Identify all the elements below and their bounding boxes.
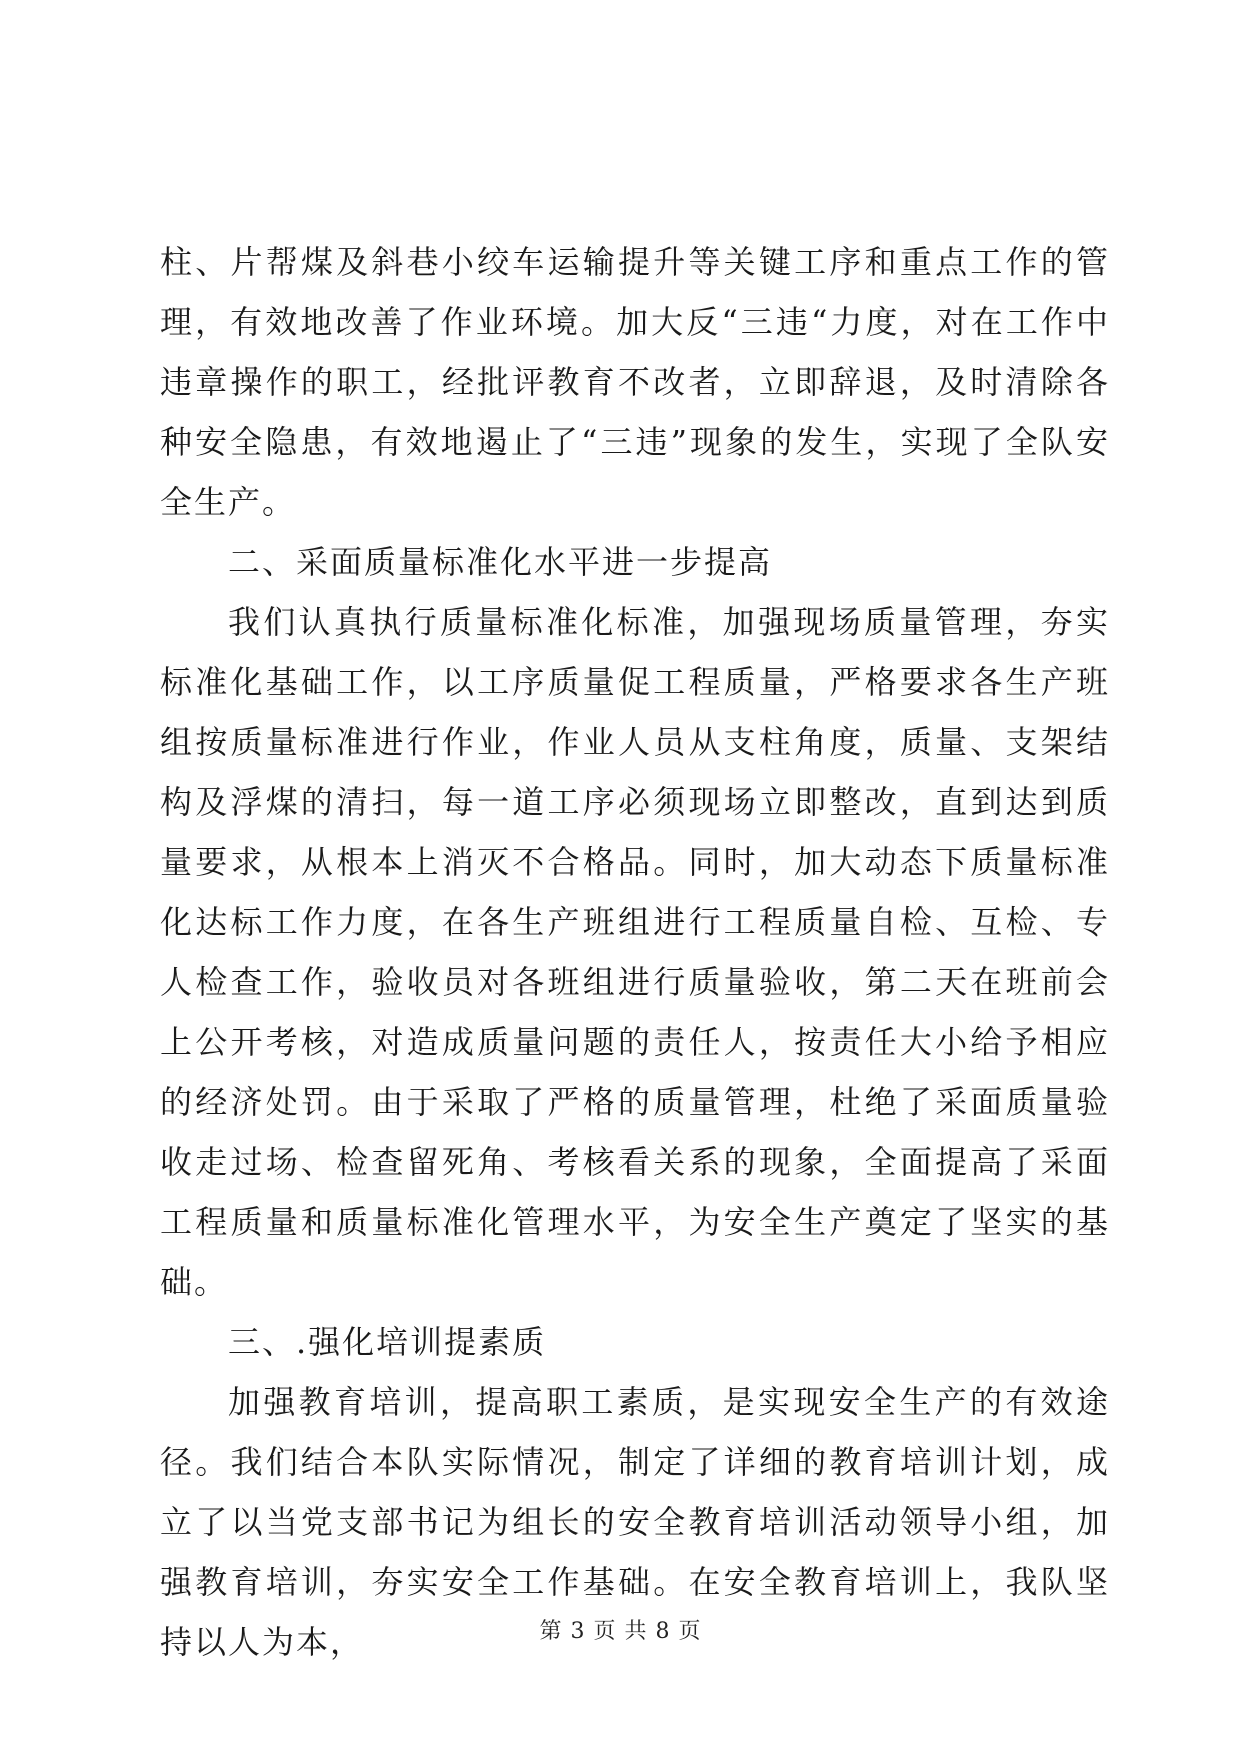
paragraph-training: 加强教育培训，提高职工素质，是实现安全生产的有效途径。我们结合本队实际情况，制定了详细的教育培训计划，成立了以当党支部书记为组长的安全教育培训活动领导小组，加强教育培训，夯实安全工作基础。在安全教育培训上，我队坚持以人为本， xyxy=(160,1383,1110,1661)
paragraph-quality-standardization: 我们认真执行质量标准化标准，加强现场质量管理，夯实标准化基础工作，以工序质量促工程质量，严格要求各生产班组按质量标准进行作业，作业人员从支柱角度，质量、支架结构及浮煤的清扫，每一道工序必须现场立即整改，直到达到质量要求，从根本上消灭不合格品。同时，加大动态下质量标准化达标工作力度，在各生产班组进行工程质量自检、互检、专人检查工作，验收员对各班组进行质量验收，第二天在班前会上公开考核，对造成质量问题的责任人，按责任大小给予相应的经济处罚。由于采取了严格的质量管理，杜绝了采面质量验收走过场、检查留死角、考核看关系的现象，全面提高了采面工程质量和质量标准化管理水平，为安全生产奠定了坚实的基础。 xyxy=(160,603,1110,1301)
section-heading-2: 二、采面质量标准化水平进一步提高 xyxy=(228,543,773,581)
section-heading-3: 三、.强化培训提素质 xyxy=(228,1323,547,1361)
paragraph-continuation: 柱、片帮煤及斜巷小绞车运输提升等关键工序和重点工作的管理，有效地改善了作业环境。加大反“三违“力度，对在工作中违章操作的职工，经批评教育不改者，立即辞退，及时清除各种安全隐患，有效地遏止了“三违”现象的发生，实现了全队安全生产。 xyxy=(160,243,1110,521)
page-number: 第 3 页 共 8 页 xyxy=(539,1619,702,1644)
page-footer xyxy=(0,1614,1241,1645)
document-body xyxy=(160,232,1110,1672)
